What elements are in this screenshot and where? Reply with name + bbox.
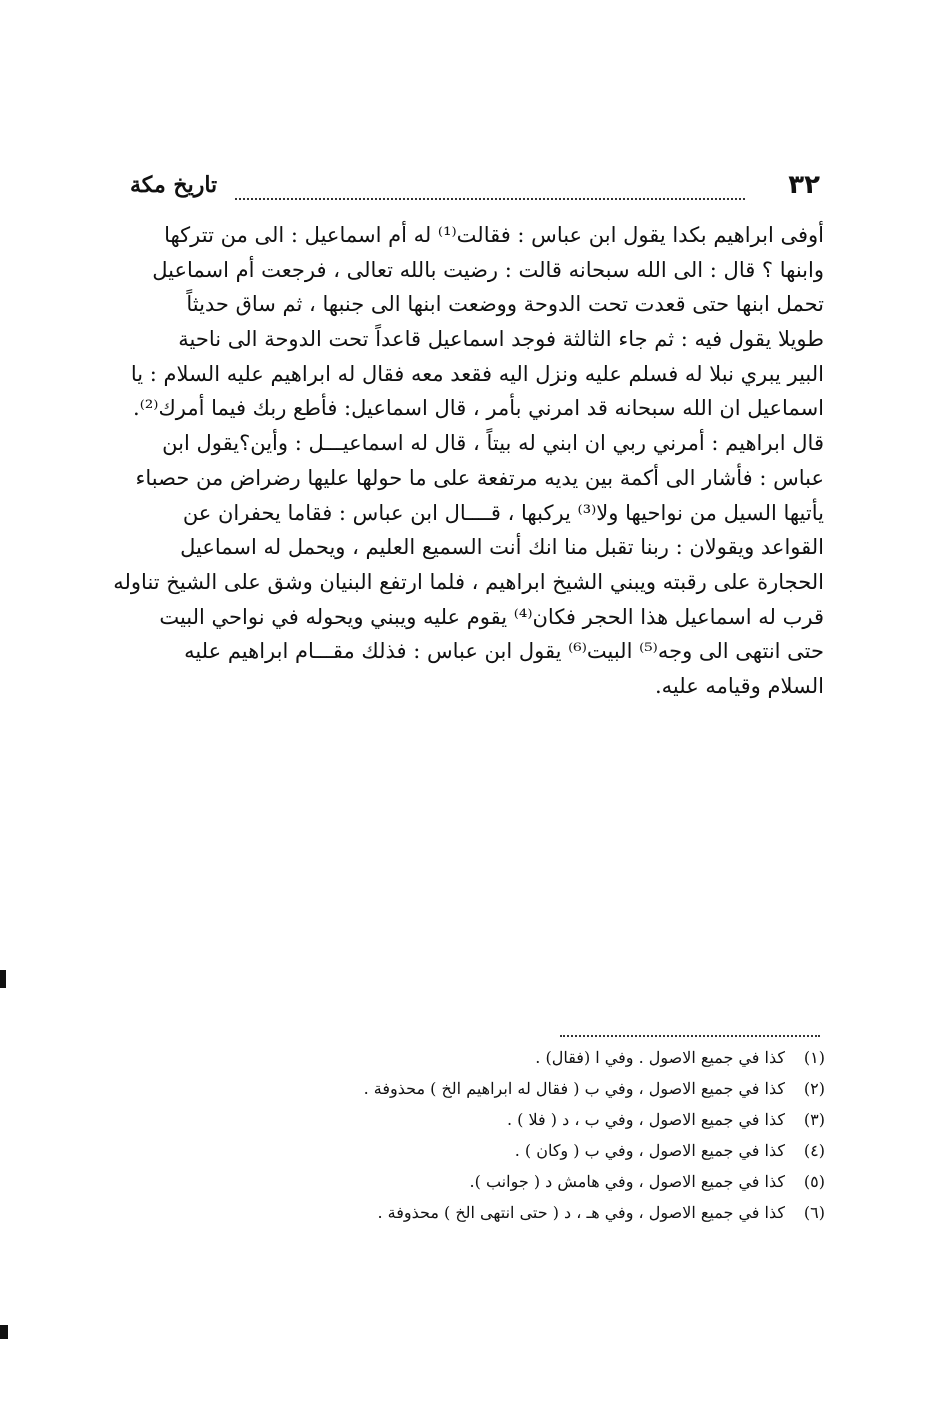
footnotes — [300, 1042, 825, 1228]
footnote-separator — [560, 1035, 820, 1037]
footnote-text: كذا في جميع الاصول ، وفي ب ، د ( فلا ) . — [507, 1110, 785, 1129]
body-line: عباس : فأشار الى أكمة بين يديه مرتفعة على ما حولها عليها رضراض من حصباء — [135, 465, 824, 490]
footnote — [300, 1042, 825, 1073]
body-line: أوفى ابراهيم بكدا يقول ابن عباس : فقالت⁽¹⁾ له أم اسماعيل : الى من تتركها — [164, 223, 824, 247]
body-line: السلام وقيامه عليه. — [654, 673, 824, 698]
body-line: اسماعيل ان الله سبحانه قد امرني بأمر ، قال اسماعيل: فأطع ربك فيما أمرك⁽²⁾. — [133, 396, 824, 421]
body-text — [113, 218, 824, 704]
scan-edge-mark — [0, 1325, 8, 1339]
body-line: القواعد ويقولان : ربنا تقبل منا انك أنت السميع العليم ، ويحمل له اسماعيل — [180, 535, 824, 560]
footnote-text: كذا في جميع الاصول ، وفي ب ( فقال له ابراهيم الخ ) محذوفة . — [363, 1079, 785, 1098]
body-line: حتى انتهى الى وجه⁽⁵⁾ البيت⁽⁶⁾ يقول ابن عباس : فذلك مقـــام ابراهيم عليه — [184, 639, 824, 664]
footnote — [300, 1197, 825, 1228]
page-header — [130, 170, 820, 210]
footnote-text: كذا في جميع الاصول ، وفي هامش د ( جوانب ). — [469, 1172, 785, 1191]
body-line: البير يبري نبلا له فسلم عليه ونزل اليه فقعد معه فقال له ابراهيم عليه السلام : يا — [130, 361, 824, 386]
body-line: قرب له اسماعيل هذا الحجر فكان⁽⁴⁾ يقوم عليه ويبني ويحوله في نواحي البيت — [159, 604, 824, 629]
header-dotted-rule — [235, 198, 745, 200]
footnote-text: كذا في جميع الاصول ، وفي هـ ، د ( حتى انتهى الخ ) محذوفة . — [377, 1203, 785, 1222]
body-line: يأتيها السيل من نواحيها ولا⁽³⁾ يركبها ، قــــال ابن عباس : فقاما يحفران عن — [182, 500, 824, 525]
scan-edge-mark — [0, 970, 6, 988]
footnote — [300, 1073, 825, 1104]
footnote-number: (٣) — [803, 1110, 825, 1129]
body-line: وابنها ؟ قال : الى الله سبحانه قالت : رضيت بالله تعالى ، فرجعت أم اسماعيل — [152, 257, 824, 282]
body-line: الحجارة على رقبته ويبني الشيخ ابراهيم ، فلما ارتفع البنيان وشق على الشيخ تناوله — [113, 569, 824, 594]
page-number: ٣٢ — [788, 170, 820, 200]
body-line: طويلا يقول فيه : ثم جاء الثالثة فوجد اسماعيل قاعداً تحت الدوحة الى ناحية — [178, 327, 824, 352]
footnote-text: كذا في جميع الاصول ، وفي ب ( وكان ) . — [514, 1141, 785, 1160]
footnote-number: (١) — [803, 1048, 825, 1067]
footnote-number: (٤) — [803, 1141, 825, 1160]
footnote — [300, 1104, 825, 1135]
footnote-text: كذا في جميع الاصول . وفي ا (فقال) . — [535, 1048, 785, 1067]
footnote — [300, 1166, 825, 1197]
footnote — [300, 1135, 825, 1166]
footnote-number: (٥) — [803, 1172, 825, 1191]
body-line: تحمل ابنها حتى قعدت تحت الدوحة ووضعت ابنها الى جنبها ، ثم ساق حديثاً — [186, 292, 824, 317]
footnote-number: (٦) — [803, 1203, 825, 1222]
footnote-number: (٢) — [803, 1079, 825, 1098]
body-line: قال ابراهيم : أمرني ربي ان ابني له بيتاً ، قال له اسماعيـــل : وأين؟يقول ابن — [162, 431, 824, 456]
running-title: تاريخ مكة — [130, 172, 218, 198]
